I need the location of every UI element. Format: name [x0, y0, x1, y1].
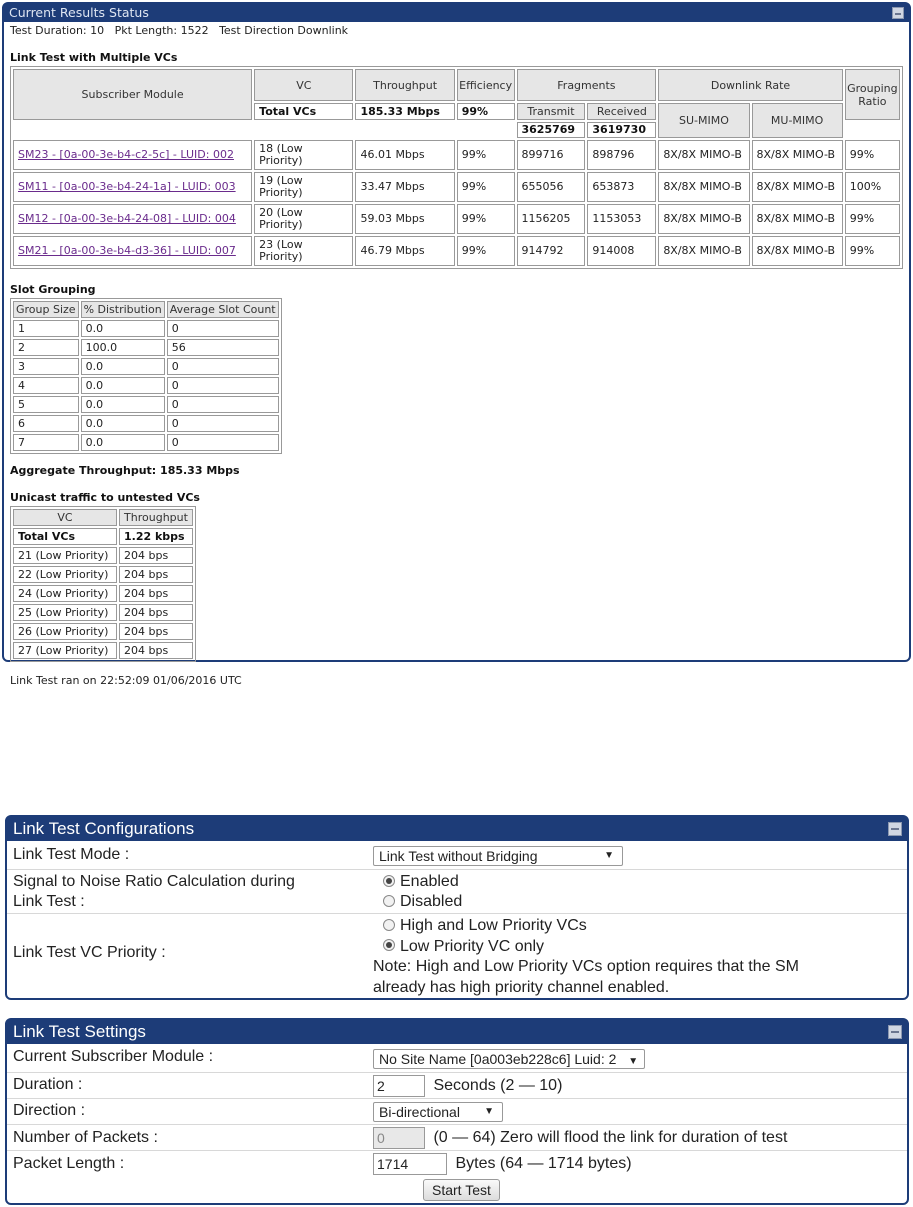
- table-row: [13, 320, 279, 337]
- cell: 204 bps: [119, 566, 193, 583]
- cell: 0.0: [81, 434, 165, 451]
- row-received: 914008: [587, 236, 656, 266]
- total-throughput: 185.33 Mbps: [355, 103, 454, 120]
- chevron-down-icon: ▼: [604, 850, 614, 861]
- packets-input[interactable]: 0: [373, 1127, 425, 1149]
- row-vc: 18 (Low Priority): [254, 140, 353, 170]
- cell: 0: [167, 358, 279, 375]
- cell: 21 (Low Priority): [13, 547, 117, 564]
- cell: 204 bps: [119, 604, 193, 621]
- cell: 6: [13, 415, 79, 432]
- row-grouping-ratio: 99%: [845, 140, 900, 170]
- row-mu-mimo: 8X/8X MIMO-B: [752, 236, 843, 266]
- radio-icon[interactable]: [383, 895, 395, 907]
- cell: 204 bps: [119, 547, 193, 564]
- row-transmit: 899716: [517, 140, 586, 170]
- packets-hint: (0 — 64) Zero will flood the link for duration of test: [433, 1129, 788, 1147]
- link-test-mode-select[interactable]: [373, 846, 623, 866]
- row-throughput: 46.01 Mbps: [355, 140, 454, 170]
- row-mu-mimo: 8X/8X MIMO-B: [752, 172, 843, 202]
- snr-enabled-label: Enabled: [400, 873, 459, 890]
- chevron-down-icon: ▼: [628, 1056, 639, 1067]
- row-efficiency: 99%: [457, 204, 515, 234]
- table-row: [13, 566, 193, 583]
- packet-length-label: Packet Length :: [13, 1155, 125, 1172]
- cell: 24 (Low Priority): [13, 585, 117, 602]
- minimize-icon[interactable]: [888, 822, 902, 836]
- priority-high-low-option[interactable]: [383, 917, 587, 934]
- priority-low-only-option[interactable]: [383, 938, 544, 955]
- row-su-mimo: 8X/8X MIMO-B: [658, 236, 749, 266]
- sm-link[interactable]: SM21 - [0a-00-3e-b4-d3-36] - LUID: 007: [18, 244, 236, 257]
- packet-length-input[interactable]: 1714: [373, 1153, 447, 1175]
- cell: 3: [13, 358, 79, 375]
- cell: 1: [13, 320, 79, 337]
- table-row: [13, 204, 900, 234]
- cell: 7: [13, 434, 79, 451]
- aggregate-throughput: Aggregate Throughput: 185.33 Mbps: [10, 464, 240, 477]
- sm-link[interactable]: SM12 - [0a-00-3e-b4-24-08] - LUID: 004: [18, 212, 236, 225]
- cell: 27 (Low Priority): [13, 642, 117, 659]
- snr-disabled-label: Disabled: [400, 893, 463, 910]
- sm-link[interactable]: SM11 - [0a-00-3e-b4-24-1a] - LUID: 003: [18, 180, 236, 193]
- table-row: [13, 434, 279, 451]
- start-test-button[interactable]: Start Test: [423, 1179, 500, 1201]
- row-vc: 19 (Low Priority): [254, 172, 353, 202]
- row-transmit: 655056: [517, 172, 586, 202]
- link-test-configurations-panel: [5, 815, 909, 1000]
- direction-label: Direction :: [13, 1102, 86, 1119]
- table-row: [13, 339, 279, 356]
- priority-note-2: already has high priority channel enabled.: [373, 978, 670, 996]
- table-row: [13, 528, 193, 545]
- table-row: [13, 642, 193, 659]
- cell: 5: [13, 396, 79, 413]
- table-row: [13, 172, 900, 202]
- cell: 4: [13, 377, 79, 394]
- row-received: 1153053: [587, 204, 656, 234]
- cell: 0.0: [81, 377, 165, 394]
- cell: 0: [167, 415, 279, 432]
- col-distribution: % Distribution: [81, 301, 165, 318]
- panel-header: [7, 817, 907, 841]
- snr-enabled-option[interactable]: [383, 873, 459, 890]
- radio-icon[interactable]: [383, 919, 395, 931]
- slot-grouping-table: [10, 298, 282, 454]
- packet-length-hint: Bytes (64 — 1714 bytes): [455, 1155, 632, 1173]
- row-received: 898796: [587, 140, 656, 170]
- cell: 22 (Low Priority): [13, 566, 117, 583]
- table-row: [13, 604, 193, 621]
- row-efficiency: 99%: [457, 236, 515, 266]
- table-row: [13, 358, 279, 375]
- total-transmit: 3625769: [517, 122, 586, 138]
- col-subscriber: Subscriber Module: [13, 69, 252, 120]
- row-grouping-ratio: 100%: [845, 172, 900, 202]
- table-row: [13, 396, 279, 413]
- table-row: [13, 585, 193, 602]
- panel-title: Link Test Configurations: [13, 819, 195, 838]
- minimize-icon[interactable]: [892, 7, 904, 19]
- panel-title: Current Results Status: [9, 5, 149, 20]
- row-transmit: 1156205: [517, 204, 586, 234]
- col-average-slot-count: Average Slot Count: [167, 301, 279, 318]
- duration-label: Duration :: [13, 1076, 83, 1093]
- table-row: [13, 140, 900, 170]
- total-vc-label: Total VCs: [254, 103, 353, 120]
- packets-label: Number of Packets :: [13, 1129, 158, 1146]
- radio-selected-icon[interactable]: [383, 939, 395, 951]
- snr-label: Signal to Noise Ratio Calculation during: [13, 873, 295, 890]
- row-su-mimo: 8X/8X MIMO-B: [658, 172, 749, 202]
- total-efficiency: 99%: [457, 103, 515, 120]
- row-su-mimo: 8X/8X MIMO-B: [658, 204, 749, 234]
- direction-value: Bi-directional: [379, 1104, 460, 1120]
- col-received: Received: [587, 103, 656, 120]
- direction-select[interactable]: [373, 1102, 503, 1122]
- cell: 0: [167, 320, 279, 337]
- panel-header: [7, 1020, 907, 1044]
- row-su-mimo: 8X/8X MIMO-B: [658, 140, 749, 170]
- row-grouping-ratio: 99%: [845, 236, 900, 266]
- col-throughput: Throughput: [119, 509, 193, 526]
- total-received: 3619730: [587, 122, 656, 138]
- table-row: [13, 377, 279, 394]
- col-efficiency: Efficiency: [457, 69, 515, 101]
- cell: 0: [167, 377, 279, 394]
- cell: 100.0: [81, 339, 165, 356]
- cell: 26 (Low Priority): [13, 623, 117, 640]
- subscriber-module-value: No Site Name [0a003eb228c6] Luid: 2: [379, 1051, 617, 1067]
- table-row: [13, 623, 193, 640]
- row-throughput: 59.03 Mbps: [355, 204, 454, 234]
- test-summary: Test Duration: 10 Pkt Length: 1522 Test Direction Downlink: [10, 24, 349, 37]
- priority-high-low-label: High and Low Priority VCs: [400, 917, 587, 934]
- cell: 204 bps: [119, 585, 193, 602]
- total-throughput: 1.22 kbps: [119, 528, 193, 545]
- duration-input[interactable]: 2: [373, 1075, 425, 1097]
- duration-hint: Seconds (2 — 10): [433, 1077, 563, 1095]
- cell: 204 bps: [119, 623, 193, 640]
- table-row: [13, 547, 193, 564]
- row-mu-mimo: 8X/8X MIMO-B: [752, 204, 843, 234]
- current-results-panel: [2, 2, 911, 687]
- unicast-table: [10, 506, 196, 662]
- row-vc: 23 (Low Priority): [254, 236, 353, 266]
- snr-disabled-option[interactable]: [383, 893, 462, 910]
- col-fragments: Fragments: [517, 69, 657, 101]
- mode-label: Link Test Mode :: [13, 846, 130, 863]
- col-mu-mimo: MU-MIMO: [752, 103, 843, 138]
- row-grouping-ratio: 99%: [845, 204, 900, 234]
- row-received: 653873: [587, 172, 656, 202]
- col-grouping-ratio: Grouping Ratio: [845, 69, 900, 120]
- row-efficiency: 99%: [457, 140, 515, 170]
- unicast-title: Unicast traffic to untested VCs: [10, 491, 200, 504]
- col-transmit: Transmit: [517, 103, 586, 120]
- priority-note: Note: High and Low Priority VCs option requires that the SM: [373, 958, 799, 975]
- radio-selected-icon[interactable]: [383, 875, 395, 887]
- vc-priority-label: Link Test VC Priority :: [13, 944, 166, 961]
- col-throughput: Throughput: [355, 69, 454, 101]
- col-downlink-rate: Downlink Rate: [658, 69, 842, 101]
- cell: 0: [167, 396, 279, 413]
- total-vc-label: Total VCs: [13, 528, 117, 545]
- table-row: [13, 415, 279, 432]
- multi-vc-title: Link Test with Multiple VCs: [10, 51, 178, 64]
- slot-grouping-title: Slot Grouping: [10, 283, 96, 296]
- cell: 0.0: [81, 320, 165, 337]
- col-su-mimo: SU-MIMO: [658, 103, 749, 138]
- cell: 0.0: [81, 415, 165, 432]
- chevron-down-icon: ▼: [484, 1106, 494, 1117]
- multi-vc-table: [10, 66, 903, 269]
- row-throughput: 33.47 Mbps: [355, 172, 454, 202]
- cell: 2: [13, 339, 79, 356]
- cell: 25 (Low Priority): [13, 604, 117, 621]
- row-efficiency: 99%: [457, 172, 515, 202]
- col-vc: VC: [254, 69, 353, 101]
- col-group-size: Group Size: [13, 301, 79, 318]
- panel-header: [4, 4, 909, 22]
- cell: 0.0: [81, 396, 165, 413]
- col-vc: VC: [13, 509, 117, 526]
- row-throughput: 46.79 Mbps: [355, 236, 454, 266]
- cell: 56: [167, 339, 279, 356]
- priority-low-only-label: Low Priority VC only: [400, 937, 545, 955]
- panel-title: Link Test Settings: [13, 1022, 146, 1041]
- row-vc: 20 (Low Priority): [254, 204, 353, 234]
- link-test-settings-panel: [5, 1018, 909, 1205]
- minimize-icon[interactable]: [888, 1025, 902, 1039]
- cell: 0: [167, 434, 279, 451]
- subscriber-module-select[interactable]: [373, 1049, 645, 1069]
- row-transmit: 914792: [517, 236, 586, 266]
- link-test-timestamp: Link Test ran on 22:52:09 01/06/2016 UTC: [10, 674, 242, 687]
- sm-link[interactable]: SM23 - [0a-00-3e-b4-c2-5c] - LUID: 002: [18, 148, 234, 161]
- cell: 204 bps: [119, 642, 193, 659]
- snr-label-2: Link Test :: [13, 893, 85, 910]
- table-row: [13, 236, 900, 266]
- sm-label: Current Subscriber Module :: [13, 1048, 214, 1065]
- link-test-mode-value: Link Test without Bridging: [379, 848, 538, 864]
- cell: 0.0: [81, 358, 165, 375]
- row-mu-mimo: 8X/8X MIMO-B: [752, 140, 843, 170]
